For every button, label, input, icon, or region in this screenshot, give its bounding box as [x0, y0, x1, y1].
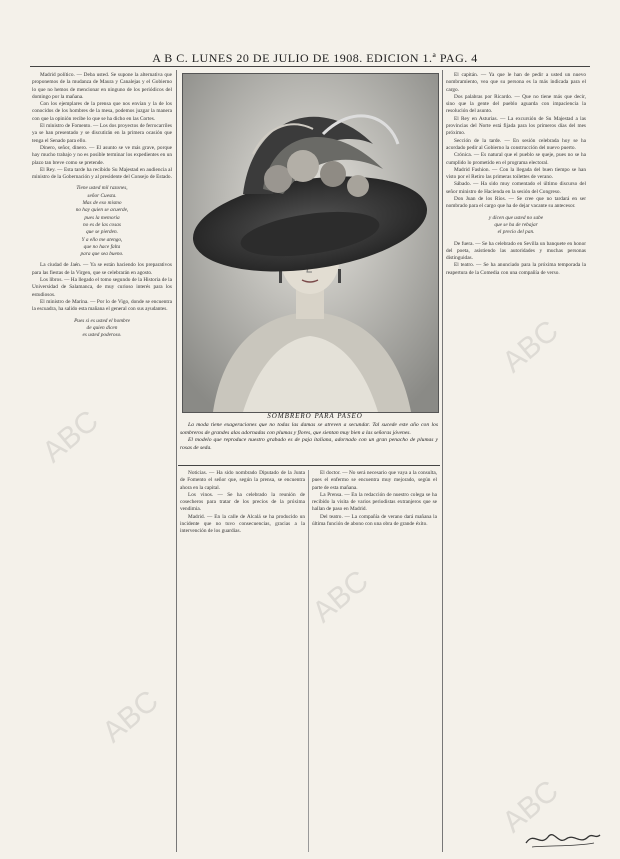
article-paragraph: El Rey en Asturias. — La excursión de Su Majestad a las provincias del Norte está fijada para los primeros días del mes próximo. [446, 115, 586, 137]
article-paragraph: El ministro de Marina. — Por lo de Vigo, donde se encuentra la escuadra, ha salido esta mañana el general con sus ayudantes. [32, 298, 172, 313]
watermark-2: ABC [96, 684, 165, 750]
verse-line: de quien dicen [86, 324, 118, 331]
verse-line: que se pierden. [85, 229, 119, 236]
article-paragraph: Con los ejemplares de la prensa que nos envían y la de los conocidos de los hombres de la mesa, podemos juzgar la manera con que la opinión recibe lo que se ha dicho en las Cortes. [32, 101, 172, 122]
article-paragraph: El capitán. — Ya que le han de pedir a usted un nuevo nombramiento, vea que su persona es la más indicada para el cargo. [446, 72, 586, 93]
article-paragraph: Del teatro. — La compañía de verano dará mañana la última función de abono con una obra de grande éxito. [312, 513, 437, 528]
verse-line: que no hace falta [83, 243, 121, 250]
author-signature [522, 825, 602, 851]
article-paragraph: Madrid Fashion. — Con la llegada del buen tiempo se han visto por el Retiro las primeras toilettes de verano. [446, 166, 586, 181]
watermark-6: ABC [496, 774, 565, 840]
article-paragraph: Los libros. — Ha llegado el tomo segundo de la Historia de la Universidad de Salamanca, de muy curioso interés para los estudiosos. [32, 277, 172, 298]
caption-paragraph: El modelo que reproduce nuestro grabado es de paja italiana, adornado con un gran penacho de plumas y rosas de seda. [180, 437, 438, 451]
verse-line: que se ha de rebajar [494, 221, 538, 228]
caption-rule [178, 465, 440, 466]
verse-line: para que sea bueno. [80, 251, 124, 258]
article-paragraph: Crónica. — Es natural que el pueblo se queje, pues no se ha cumplido lo prometido en el programa electoral. [446, 152, 586, 166]
verse-line: Mas de eso mismo [82, 200, 122, 207]
article-paragraph: Los vinos. — Se ha celebrado la reunión de cosecheros para tratar de los precios de la próxima vendimia. [180, 491, 305, 513]
portrait-illustration [182, 73, 439, 413]
article-paragraph: El ministro de Fomento. — Los dos proyectos de ferrocarriles ya se han presentado y se discutirán en la primera ocasión que tenga el Senado para ello. [32, 123, 172, 144]
caption-paragraph: La moda tiene exageraciones que no todas las damas se atreven a secundar. Tal sucede este año con los sombreros de grandes alas adornadas con plumas y flores, que sientan muy bien a las señoras jóvenes. [180, 422, 438, 436]
article-paragraph: El teatro. — Se ha anunciado para la próxima temporada la reapertura de la Comedia con una compañía de verso. [446, 262, 586, 276]
article-paragraph: La Prensa. — En la redacción de nuestro colega se ha recibido la visita de varios periodistas extranjeros que se hallan de paso en Madrid. [312, 491, 437, 513]
article-paragraph: El doctor. — No será necesario que vaya a la consulta, pues el enfermo se encuentra muy mejorado, según el parte de esta mañana. [312, 470, 437, 491]
article-paragraph: Dos palabras por Ricardo. — Que no tiene más que decir, sino que la gente del pueblo aguarda con impaciencia la resolución del asunto. [446, 93, 586, 115]
verse-line: no hay quien se acuerde, [75, 207, 129, 214]
watermark-1: ABC [36, 404, 105, 470]
masthead: A B C. LUNES 20 DE JULIO DE 1908. EDICION 1.ª PAG. 4 [152, 51, 478, 65]
column-rule-left [176, 70, 177, 852]
verse-line: Pues si es usted el hombre [74, 317, 130, 324]
article-paragraph: La ciudad de Jaén. — Ya se están haciendo los preparativos para las fiestas de la Virgen, que se celebrarán en agosto. [32, 262, 172, 276]
article-paragraph: Dinero, señor, dinero. — El asunto se ve más grave, porque hay mucho trabajo y no es posible terminar los expedientes en un plazo tan breve como se pretende. [32, 144, 172, 166]
column-right [446, 72, 586, 822]
article-paragraph: El Rey. — Esta tarde ha recibido Su Majestad en audiencia al ministro de la Gobernación y al presidente del Consejo de Estado. [32, 166, 172, 181]
verse-line: y dicen que usted no sabe [488, 214, 544, 221]
column-rule-right [442, 70, 443, 852]
watermark-4: ABC [306, 564, 375, 630]
portrait-title: SOMBRERO PARA PASEO [267, 412, 363, 420]
article-paragraph: Madrid político. — Deba usted. Se supone la alternativa que proponemos de la mudanza de Maura y Canalejas y el Gobierno lo que no hemos de mencionar en ninguno de los periódicos del domingo por la mañana. [32, 72, 172, 100]
article-paragraph: Noticias. — Ha sido nombrado Diputado de la Junta de Fomento el señor que, según la prensa, se encuentra ahora en la capital. [180, 470, 305, 491]
verse-line: Y a ello me atengo, [81, 236, 123, 243]
portrait-caption [180, 422, 438, 452]
verse-line: es usted poderoso. [82, 332, 122, 339]
column-rule-mid [308, 470, 309, 852]
verse-line: pues la memoria [84, 214, 120, 221]
header-rule [30, 66, 590, 67]
article-paragraph: Sábado. — Ha sido muy comentado el último discurso del señor ministro de Hacienda en la sesión del Congreso. [446, 181, 586, 195]
article-paragraph: Don Juan de los Ríos. — Se cree que no tardará en ser nombrado para el cargo que ha de dejar vacante su antecesor. [446, 196, 586, 210]
article-paragraph: De fuera. — Se ha celebrado en Sevilla un banquete en honor del poeta, asistiendo las autoridades y muchas personas distinguidas. [446, 240, 586, 262]
column-left [32, 72, 172, 852]
watermark-5: ABC [496, 314, 565, 380]
verse-line: no es de las cosas [83, 221, 121, 228]
verse-line: el precio del pan. [497, 229, 535, 236]
article-paragraph: Sección de la tarde. — En sesión celebrada hoy se ha acordado pedir al Gobierno la construcción del nuevo puerto. [446, 137, 586, 151]
column-mid-left [180, 470, 305, 852]
column-mid-right [312, 470, 437, 852]
portrait-engraving [183, 74, 438, 412]
article-paragraph: Madrid. — En la calle de Alcalá se ha producido un incidente que no tuvo consecuencias, gracias a la intervención de los guardias. [180, 513, 305, 535]
verse-line: Tiene usted mil razones, [76, 185, 128, 192]
verse-line: señor Cuesta. [87, 192, 117, 199]
